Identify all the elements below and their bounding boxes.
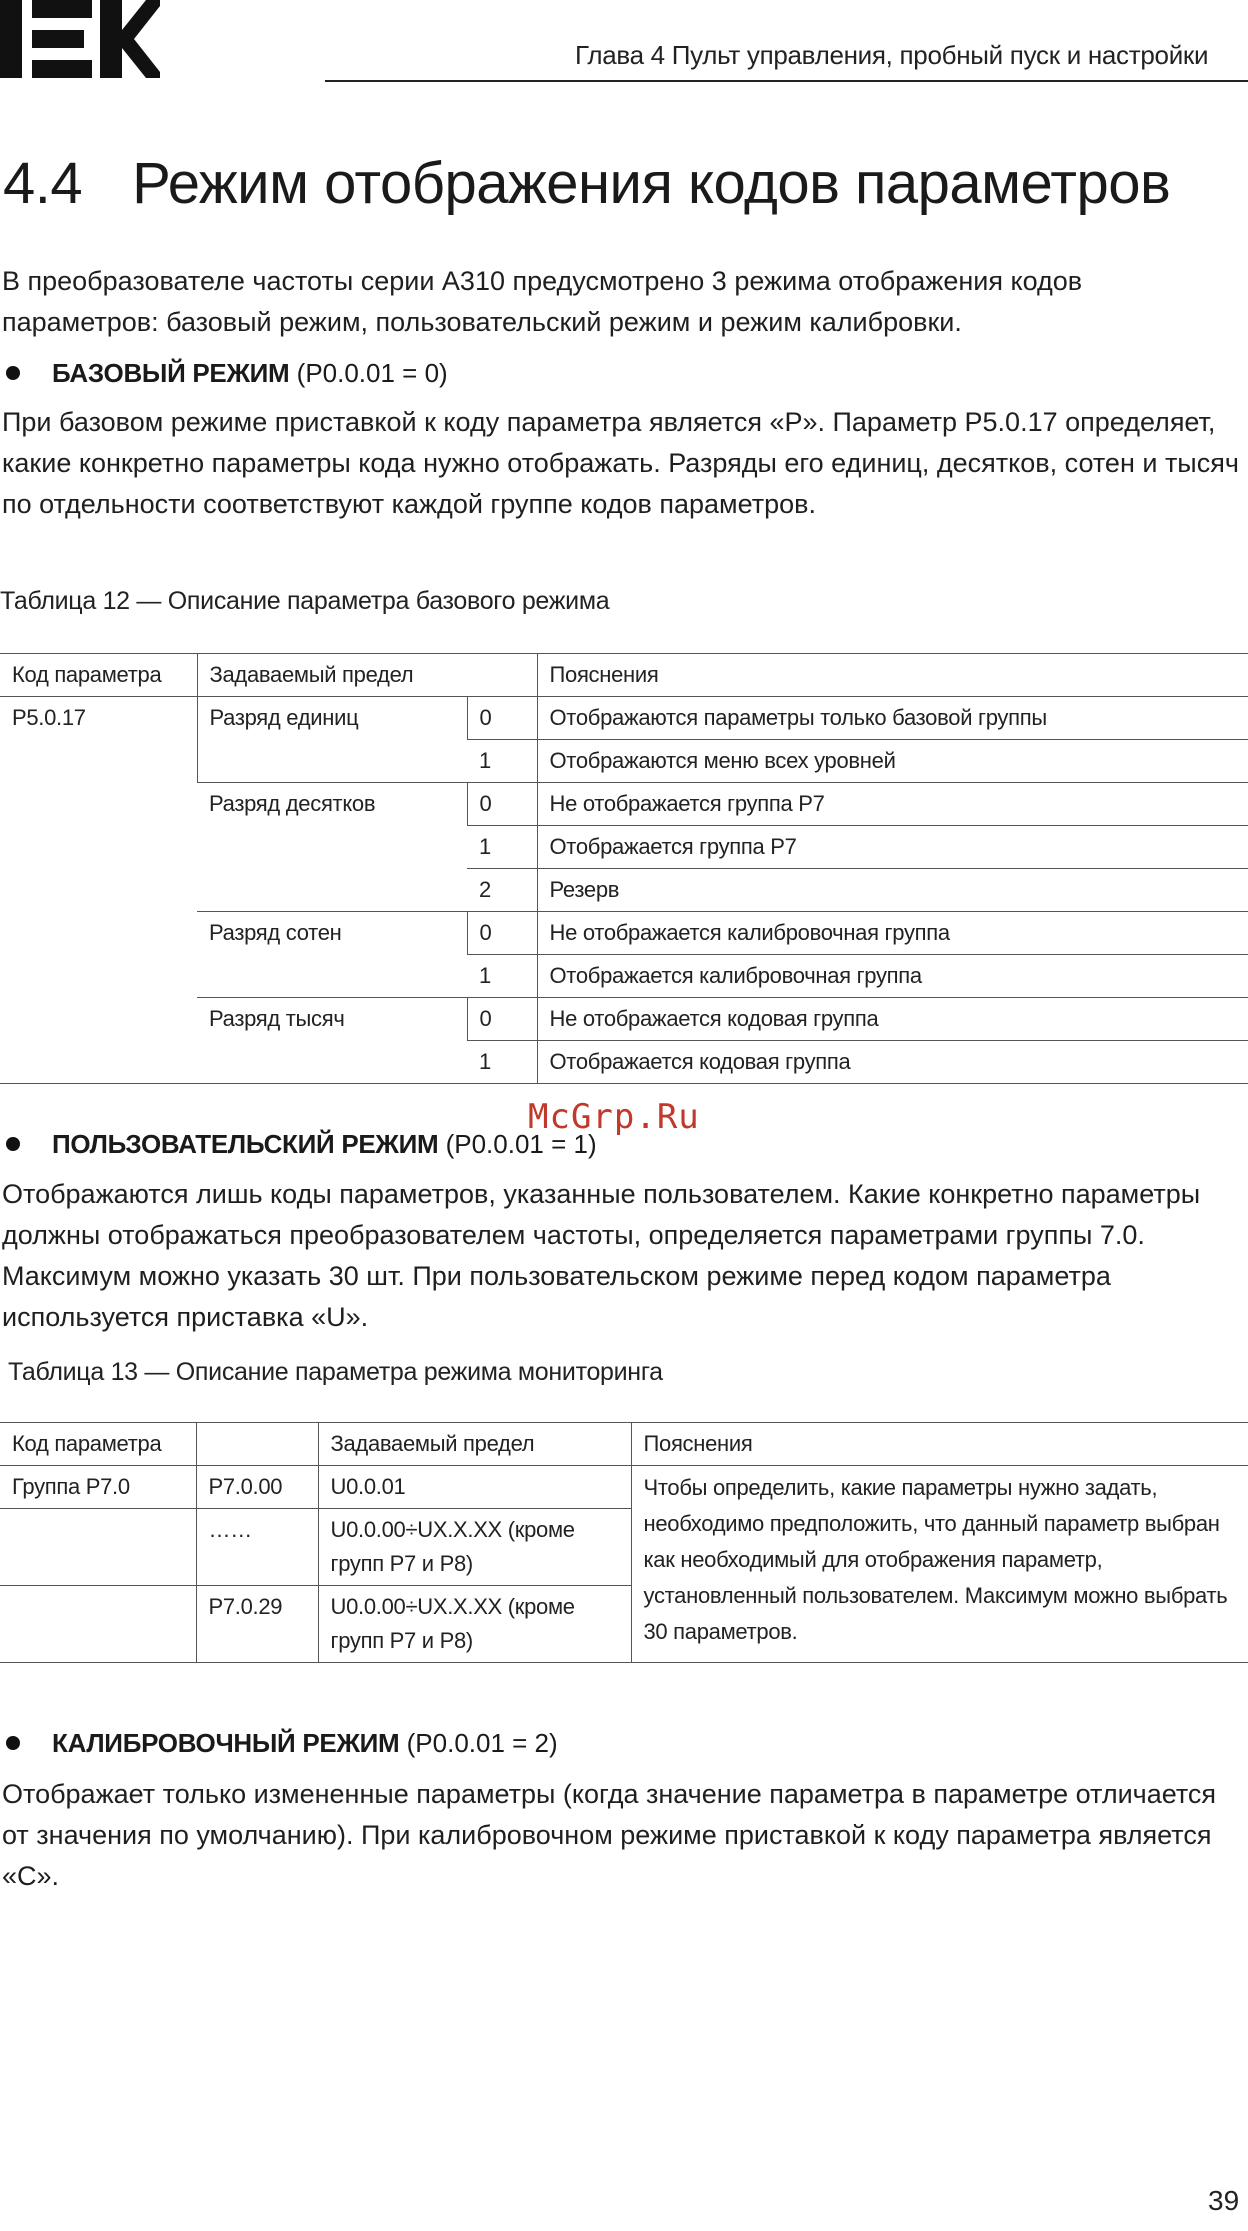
intro-paragraph: В преобразователе частоты серии А310 предусмотрено 3 режима отображения кодов параметров: базовый режим, пользовательский режим и режим калибровки.: [2, 266, 1083, 337]
explanation-cell: Чтобы определить, какие параметры нужно задать, необходимо предположить, что данный параметр выбран как необходимый для отображения параметр, установленный пользователем. Максимум можно выбрать 30 параметров.: [631, 1466, 1248, 1663]
header-cell: [196, 1423, 318, 1466]
digit-label-cell: Разряд сотен: [197, 912, 467, 998]
desc-cell: Отображаются меню всех уровней: [537, 740, 1248, 783]
group-cell: Группа P7.0: [0, 1466, 196, 1509]
basic-mode-paragraph: При базовом режиме приставкой к коду параметра является «P». Параметр P5.0.17 определяет, какие конкретно параметры кода нужно отображать. Разряды его единиц, десятков, сотен и тысяч по отдельности соответствуют каждой группе кодов параметров.: [2, 407, 1239, 519]
code-cell: P7.0.29: [196, 1586, 318, 1663]
mode-name: БАЗОВЫЙ РЕЖИМ: [52, 358, 290, 388]
section-number: 4.4: [3, 151, 83, 216]
desc-cell: Резерв: [537, 869, 1248, 912]
table-header-row: [0, 1423, 1248, 1466]
group-cell: [0, 1509, 196, 1586]
value-cell: 0: [467, 912, 537, 955]
value-cell: 0: [467, 783, 537, 826]
chapter-title: Глава 4 Пульт управления, пробный пуск и настройки: [575, 40, 1209, 70]
table-row: [0, 1466, 1248, 1509]
mode-code: (P0.0.01 = 1): [445, 1129, 597, 1159]
desc-cell: Отображается кодовая группа: [537, 1041, 1248, 1084]
bullet-dot: [6, 1736, 20, 1750]
bullet-dot: [6, 1137, 20, 1151]
value-cell: 0: [467, 998, 537, 1041]
code-cell: ……: [196, 1509, 318, 1586]
group-cell: [0, 1586, 196, 1663]
iek-logo: [0, 0, 160, 78]
desc-cell: Не отображается группа P7: [537, 783, 1248, 826]
header-cell: Код параметра: [0, 654, 197, 697]
header-cell: Задаваемый предел: [318, 1423, 631, 1466]
header-cell: Пояснения: [631, 1423, 1248, 1466]
desc-cell: Отображается калибровочная группа: [537, 955, 1248, 998]
range-cell: U0.0.00÷UX.X.XX (кроме групп P7 и P8): [318, 1509, 631, 1586]
param-code-cell: P5.0.17: [0, 697, 197, 1084]
value-cell: 1: [467, 1041, 537, 1084]
calib-mode-paragraph: Отображает только измененные параметры (когда значение параметра в параметре отличается от значения по умолчанию). При калибровочном режиме приставкой к коду параметра является «C».: [2, 1779, 1217, 1891]
range-cell: U0.0.00÷UX.X.XX (кроме групп P7 и P8): [318, 1586, 631, 1663]
table-row: [0, 697, 1248, 740]
value-cell: 1: [467, 826, 537, 869]
mode-name: ПОЛЬЗОВАТЕЛЬСКИЙ РЕЖИМ: [52, 1129, 439, 1159]
mode-name: КАЛИБРОВОЧНЫЙ РЕЖИМ: [52, 1728, 400, 1758]
section-title: Режим отображения кодов параметров: [132, 151, 1171, 216]
table13-caption: Таблица 13 — Описание параметра режима мониторинга: [8, 1358, 663, 1386]
bullet-calib-mode: [0, 1723, 558, 1763]
bullet-dot: [6, 366, 20, 380]
value-cell: 1: [467, 955, 537, 998]
value-cell: 0: [467, 697, 537, 740]
header-cell: Код параметра: [0, 1423, 196, 1466]
table13: [0, 1422, 1248, 1663]
mode-code: (P0.0.01 = 0): [296, 358, 448, 388]
code-cell: P7.0.00: [196, 1466, 318, 1509]
mode-code: (P0.0.01 = 2): [406, 1728, 558, 1758]
digit-label-cell: Разряд тысяч: [197, 998, 467, 1084]
desc-cell: Не отображается кодовая группа: [537, 998, 1248, 1041]
user-mode-paragraph: Отображаются лишь коды параметров, указанные пользователем. Какие конкретно параметры должны отображаться преобразователем частоты, определяется параметрами группы 7.0. Максимум можно указать 30 шт. При пользовательском режиме перед кодом параметра используется приставка «U».: [2, 1179, 1201, 1332]
table12-caption: Таблица 12 — Описание параметра базового режима: [0, 587, 610, 615]
watermark: McGrp.Ru: [528, 1097, 700, 1137]
table-header-row: [0, 654, 1248, 697]
value-cell: 1: [467, 740, 537, 783]
page-number: 39: [1208, 2185, 1240, 2216]
bullet-user-mode: [0, 1124, 597, 1164]
desc-cell: Отображаются параметры только базовой группы: [537, 697, 1248, 740]
table12: [0, 653, 1248, 1084]
digit-label-cell: Разряд единиц: [197, 697, 467, 783]
header-rule: [325, 80, 1248, 82]
range-cell: U0.0.01: [318, 1466, 631, 1509]
header-cell: Задаваемый предел: [197, 654, 537, 697]
digit-label-cell: Разряд десятков: [197, 783, 467, 912]
bullet-basic-mode: [0, 353, 448, 393]
section-heading: [3, 150, 1170, 217]
desc-cell: Отображается группа P7: [537, 826, 1248, 869]
value-cell: 2: [467, 869, 537, 912]
header-cell: Пояснения: [537, 654, 1248, 697]
desc-cell: Не отображается калибровочная группа: [537, 912, 1248, 955]
